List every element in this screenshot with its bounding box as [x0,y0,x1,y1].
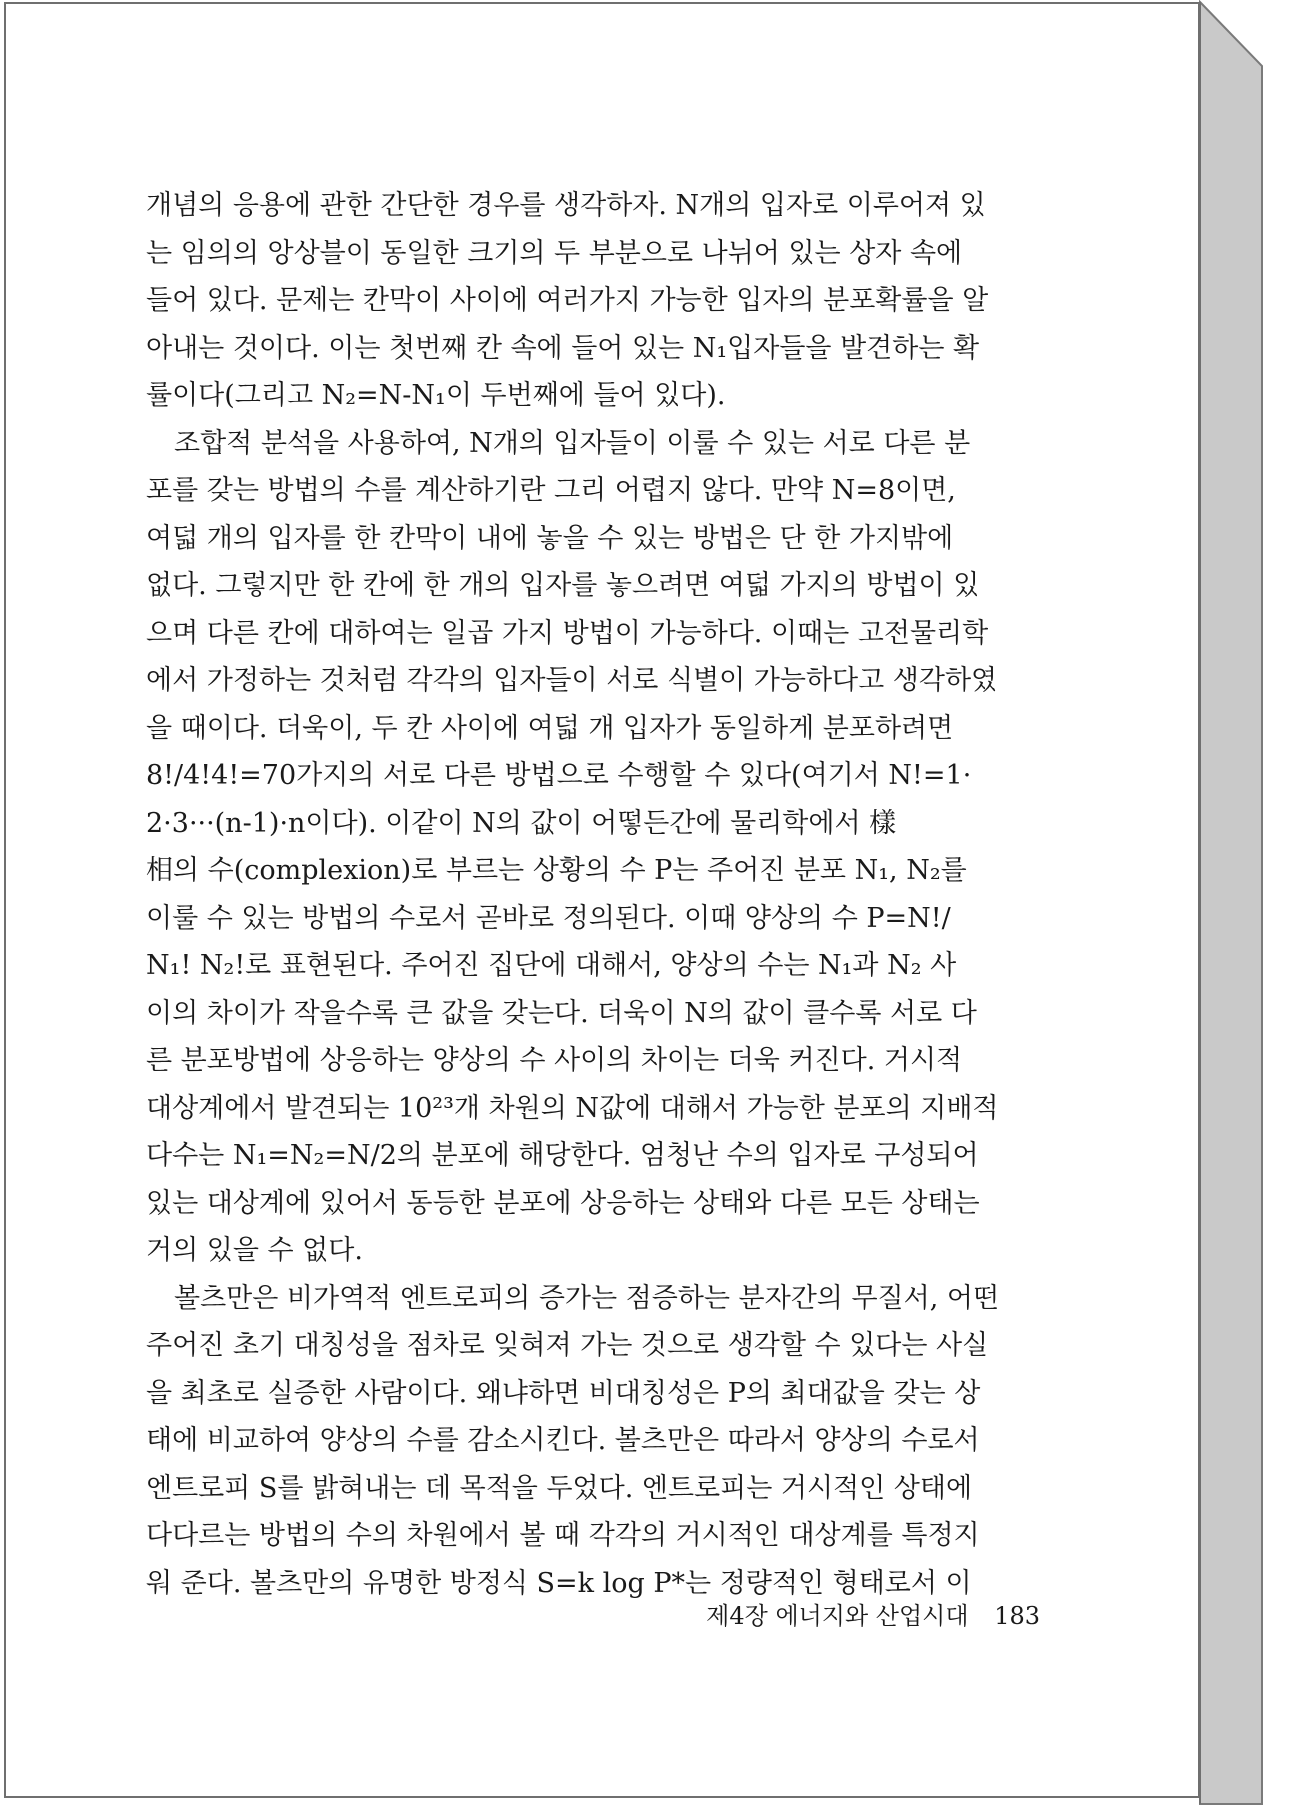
text-line: 포를 갖는 방법의 수를 계산하기란 그리 어렵지 않다. 만약 N=8이면, [146,475,956,506]
text-line: N₁! N₂!로 표현된다. 주어진 집단에 대해서, 양상의 수는 N₁과 N₂ 사 [146,950,957,981]
text-line: 볼츠만은 비가역적 엔트로피의 증가는 점증하는 분자간의 무질서, 어떤 [174,1282,1000,1314]
text-line: 대상계에서 발견되는 10²³개 차원의 N값에 대해서 가능한 분포의 지배적 [146,1092,999,1124]
text-line: 른 분포방법에 상응하는 양상의 수 사이의 차이는 더욱 커진다. 거시적 [146,1045,963,1076]
text-line: 엔트로피 S를 밝혀내는 데 목적을 두었다. 엔트로피는 거시적인 상태에 [146,1472,973,1504]
text-line: 2·3···(n-1)·n이다). 이같이 N의 값이 어떻든간에 물리학에서 樣 [146,807,897,839]
text-line: 워 준다. 볼츠만의 유명한 방정식 S=k log P*는 정량적인 형태로서 이 [146,1567,972,1599]
text-line: 相의 수(complexion)로 부르는 상황의 수 P는 주어진 분포 N₁, N₂를 [146,855,967,886]
text-line: 태에 비교하여 양상의 수를 감소시킨다. 볼츠만은 따라서 양상의 수로서 [146,1425,980,1456]
text-line: 조합적 분석을 사용하여, N개의 입자들이 이룰 수 있는 서로 다른 분 [174,427,971,459]
text-line: 없다. 그렇지만 한 칸에 한 개의 입자를 놓으려면 여덟 가지의 방법이 있 [146,570,980,601]
text-line: 을 최초로 실증한 사람이다. 왜냐하면 비대칭성은 P의 최대값을 갖는 상 [146,1377,981,1409]
text-line: 여덟 개의 입자를 한 칸막이 내에 놓을 수 있는 방법은 단 한 가지밖에 [146,522,954,554]
page-footer [700,1596,1040,1631]
body-text [146,182,1058,1607]
text-line: 8!/4!4!=70가지의 서로 다른 방법으로 수행할 수 있다(여기서 N!=1· [146,760,972,791]
text-line: 이의 차이가 작을수록 큰 값을 갖는다. 더욱이 N의 값이 클수록 서로 다 [146,997,977,1029]
text-line: 에서 가정하는 것처럼 각각의 입자들이 서로 식별이 가능하다고 생각하였 [146,665,998,696]
text-line: 들어 있다. 문제는 칸막이 사이에 여러가지 가능한 입자의 분포확률을 알 [146,285,989,316]
text-line: 아내는 것이다. 이는 첫번째 칸 속에 들어 있는 N₁입자들을 발견하는 확 [146,332,980,364]
text-line: 있는 대상계에 있어서 동등한 분포에 상응하는 상태와 다른 모든 상태는 [146,1187,980,1219]
text-line: 으며 다른 칸에 대하여는 일곱 가지 방법이 가능하다. 이때는 고전물리학 [146,617,989,649]
text-line: 거의 있을 수 없다. [146,1235,363,1266]
text-line: 이룰 수 있는 방법의 수로서 곧바로 정의된다. 이때 양상의 수 P=N!/ [146,902,951,934]
text-line: 는 임의의 앙상블이 동일한 크기의 두 부분으로 나뉘어 있는 상자 속에 [146,237,963,269]
text-line: 주어진 초기 대칭성을 점차로 잊혀져 가는 것으로 생각할 수 있다는 사실 [146,1330,989,1361]
text-line: 을 때이다. 더욱이, 두 칸 사이에 여덟 개 입자가 동일하게 분포하려면 [146,712,954,744]
text-line: 개념의 응용에 관한 간단한 경우를 생각하자. N개의 입자로 이루어져 있 [146,190,986,221]
text-line: 률이다(그리고 N₂=N-N₁이 두번째에 들어 있다). [146,380,726,411]
text-line: 다수는 N₁=N₂=N/2의 분포에 해당한다. 엄청난 수의 입자로 구성되어 [146,1140,979,1171]
page-number: 183 [994,1602,1040,1630]
text-line: 다다르는 방법의 수의 차원에서 볼 때 각각의 거시적인 대상계를 특정지 [146,1520,980,1551]
chapter-title: 제4장 에너지와 산업시대 [706,1602,969,1630]
